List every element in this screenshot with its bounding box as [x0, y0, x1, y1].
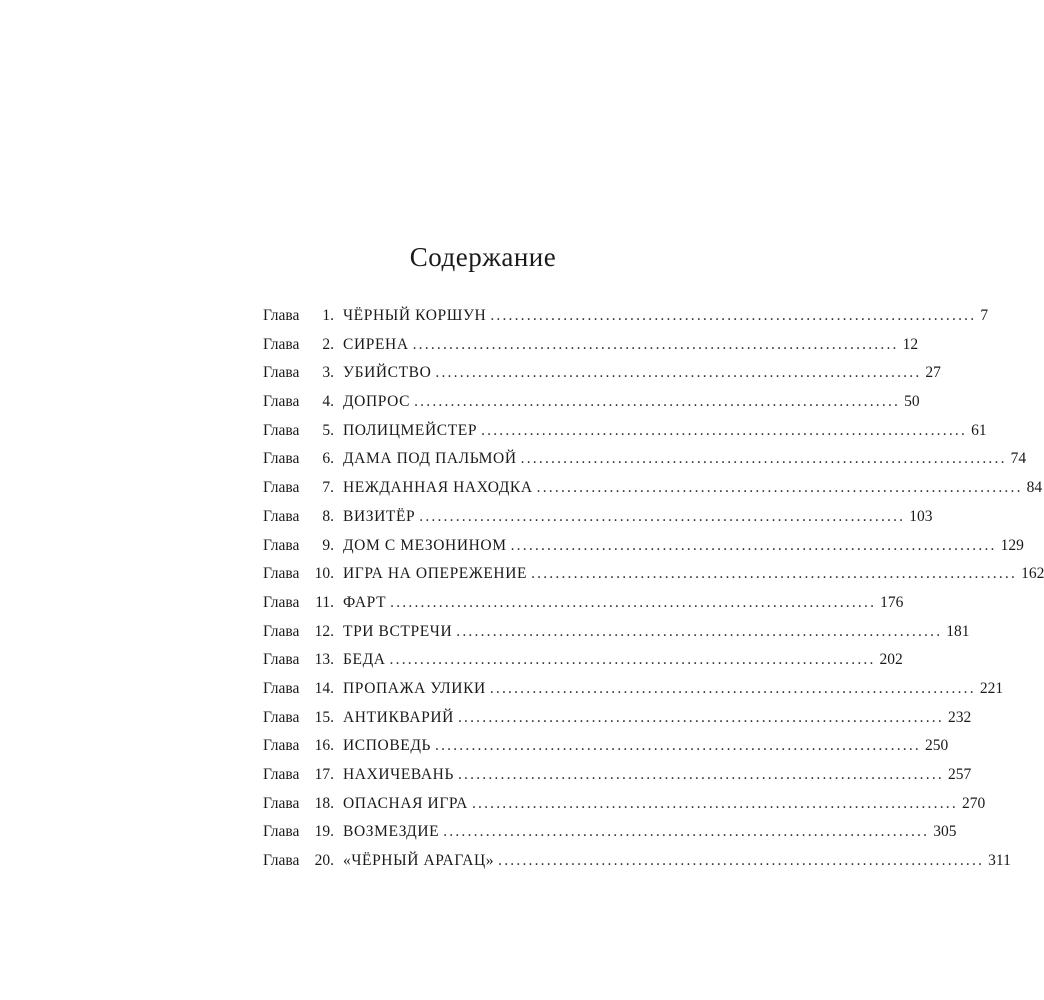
page-number: 250: [925, 737, 949, 755]
dot-leader: ................................................................................: [443, 823, 930, 841]
page-number: 74: [1010, 450, 1027, 468]
dot-leader: ................................................................................: [389, 651, 876, 669]
toc-entry: [263, 388, 920, 417]
chapter-number: 9.: [322, 536, 334, 554]
chapter-label: Глава: [263, 823, 300, 841]
page-title: Содержание: [409, 242, 557, 272]
page-number: 202: [879, 651, 903, 669]
chapter-number: 3.: [322, 364, 334, 382]
dot-leader: ................................................................................: [457, 766, 944, 783]
dot-leader: ................................................................................: [481, 421, 968, 439]
chapter-title: СИРЕНА: [343, 335, 409, 353]
toc-entry: [263, 331, 919, 360]
toc-entry: [263, 732, 949, 761]
toc-entry: [263, 560, 1044, 589]
chapter-title: ДАМА ПОД ПАЛЬМОЙ: [343, 450, 517, 468]
chapter-label: Глава: [263, 737, 300, 755]
chapter-label: Глава: [263, 479, 300, 497]
chapter-label: Глава: [263, 421, 300, 439]
chapter-title: АНТИКВАРИЙ: [343, 708, 454, 726]
chapter-label: Глава: [263, 450, 300, 468]
toc-entry: [263, 646, 903, 675]
toc-entry: [263, 761, 972, 790]
page-number: 257: [947, 766, 972, 783]
chapter-label: Глава: [263, 536, 300, 554]
toc-entry: [263, 847, 1011, 876]
chapter-number: 19.: [314, 823, 334, 841]
chapter-number: 14.: [314, 679, 334, 697]
dot-leader: ................................................................................: [536, 479, 1023, 497]
dot-leader: ................................................................................: [490, 307, 977, 324]
chapter-title: ВИЗИТЁР: [343, 507, 416, 525]
page-number: 12: [902, 335, 919, 353]
chapter-label: Глава: [263, 335, 300, 353]
page-number: 162: [1021, 565, 1044, 583]
chapter-title: ПРОПАЖА УЛИКИ: [343, 679, 486, 697]
page-number: 27: [925, 364, 941, 382]
dot-leader: ................................................................................: [520, 450, 1007, 468]
toc-entry: [263, 790, 986, 819]
toc-entry: [263, 417, 987, 446]
toc-entry: [263, 818, 957, 847]
chapter-number: 8.: [322, 507, 334, 525]
page-number: 311: [988, 852, 1011, 870]
chapter-label: Глава: [263, 794, 300, 812]
chapter-number: 13.: [314, 651, 334, 669]
page-number: 84: [1026, 479, 1043, 497]
chapter-title: «ЧЁРНЫЙ АРАГАЦ»: [343, 852, 495, 870]
chapter-number: 6.: [322, 450, 334, 468]
dot-leader: ................................................................................: [498, 852, 985, 870]
toc-entry: [263, 675, 1004, 704]
chapter-title: ДОПРОС: [343, 393, 411, 411]
dot-leader: ................................................................................: [390, 593, 877, 611]
dot-leader: ................................................................................: [531, 565, 1018, 583]
chapter-label: Глава: [263, 393, 300, 411]
toc-entry: [263, 359, 941, 388]
chapter-title: УБИЙСТВО: [343, 364, 432, 382]
chapter-number: 4.: [322, 393, 334, 411]
page-number: 103: [909, 507, 933, 525]
dot-leader: ................................................................................: [412, 335, 899, 353]
toc-entry: [263, 704, 972, 733]
chapter-title: НЕЖДАННАЯ НАХОДКА: [343, 479, 533, 497]
dot-leader: ................................................................................: [471, 794, 958, 812]
chapter-label: Глава: [263, 364, 300, 382]
dot-leader: ................................................................................: [510, 536, 997, 554]
chapter-title: БЕДА: [343, 651, 386, 669]
page-number: 270: [961, 794, 986, 812]
chapter-number: 10.: [314, 565, 334, 583]
chapter-label: Глава: [263, 766, 300, 783]
chapter-number: 15.: [314, 708, 334, 726]
chapter-title: ОПАСНАЯ ИГРА: [343, 794, 468, 812]
toc-entry: [263, 589, 904, 618]
chapter-number: 17.: [314, 766, 334, 783]
page-number: 176: [880, 593, 904, 611]
chapter-title: ВОЗМЕЗДИЕ: [343, 823, 440, 841]
page-number: 305: [933, 823, 957, 841]
dot-leader: ................................................................................: [414, 393, 901, 411]
chapter-number: 1.: [322, 307, 334, 324]
page-number: 7: [980, 307, 989, 324]
chapter-title: ИГРА НА ОПЕРЕЖЕНИЕ: [343, 565, 528, 583]
dot-leader: ................................................................................: [456, 622, 943, 640]
chapter-number: 7.: [322, 479, 334, 497]
chapter-number: 20.: [314, 852, 334, 870]
page-number: 61: [971, 421, 987, 439]
table-of-contents: [263, 302, 1044, 876]
toc-entry: [263, 503, 933, 532]
toc-entry: [263, 532, 1024, 561]
chapter-title: НАХИЧЕВАНЬ: [343, 766, 454, 783]
page-number: 181: [946, 622, 970, 640]
dot-leader: ................................................................................: [435, 364, 922, 382]
chapter-label: Глава: [263, 622, 300, 640]
dot-leader: ................................................................................: [419, 507, 906, 525]
chapter-title: ФАРТ: [343, 593, 387, 611]
chapter-number: 16.: [314, 737, 334, 755]
chapter-label: Глава: [263, 679, 300, 697]
dot-leader: ................................................................................: [457, 708, 944, 726]
chapter-number: 5.: [322, 421, 334, 439]
toc-entry: [263, 302, 989, 331]
chapter-number: 11.: [315, 593, 334, 611]
page-number: 221: [979, 679, 1004, 697]
toc-entry: [263, 445, 1027, 474]
page-number: 129: [1000, 536, 1024, 554]
chapter-title: ТРИ ВСТРЕЧИ: [343, 622, 453, 640]
chapter-label: Глава: [263, 307, 300, 324]
chapter-number: 18.: [314, 794, 334, 812]
chapter-label: Глава: [263, 852, 300, 870]
chapter-title: ПОЛИЦМЕЙСТЕР: [343, 421, 478, 439]
dot-leader: ................................................................................: [435, 737, 921, 755]
chapter-label: Глава: [263, 593, 300, 611]
chapter-title: ИСПОВЕДЬ: [343, 737, 431, 755]
chapter-label: Глава: [263, 651, 300, 669]
chapter-number: 2.: [322, 335, 334, 353]
toc-entry: [263, 474, 1043, 503]
page-number: 232: [947, 708, 972, 726]
toc-entry: [263, 618, 970, 647]
chapter-title: ДОМ С МЕЗОНИНОМ: [343, 536, 507, 554]
page-number: 50: [904, 393, 920, 411]
dot-leader: ................................................................................: [489, 679, 976, 697]
chapter-label: Глава: [263, 565, 300, 583]
chapter-label: Глава: [263, 507, 300, 525]
chapter-number: 12.: [314, 622, 334, 640]
chapter-title: ЧЁРНЫЙ КОРШУН: [343, 307, 487, 324]
chapter-label: Глава: [263, 708, 300, 726]
